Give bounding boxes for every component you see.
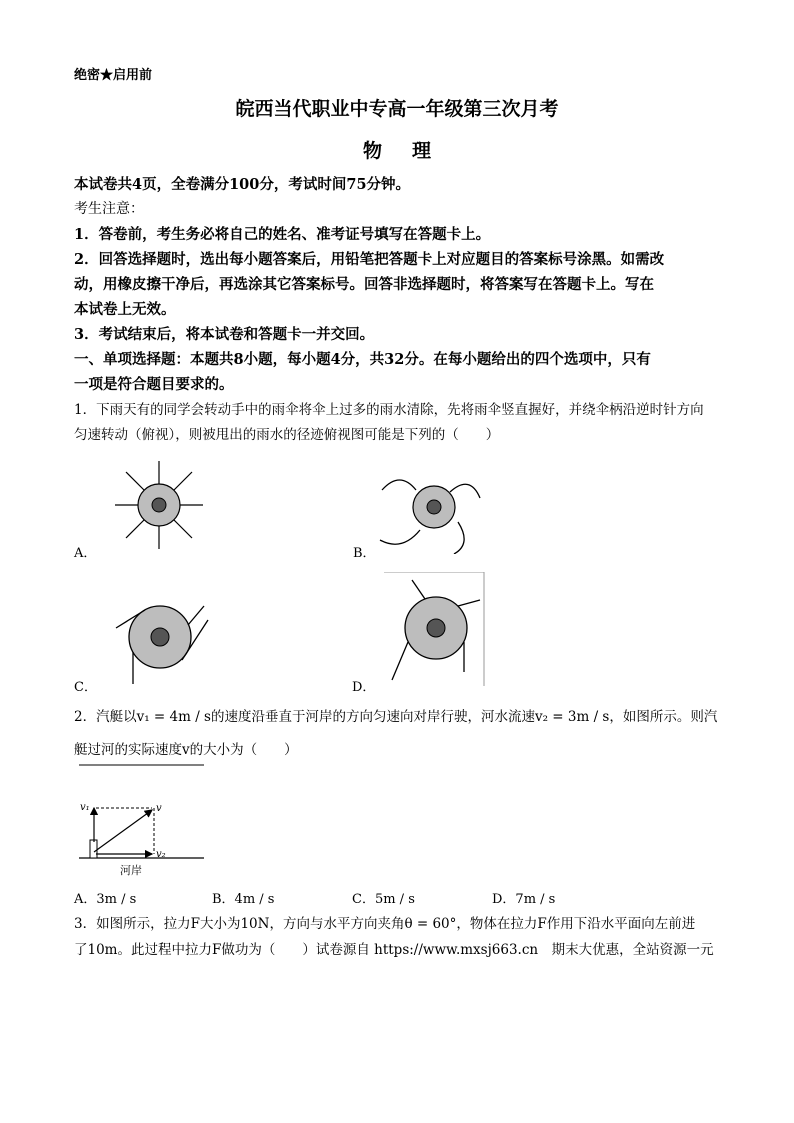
q1-option-c: C． — [74, 680, 97, 695]
exam-title: 皖西当代职业中专高一年级第三次月考 — [235, 98, 559, 120]
q1-option-b: B． — [353, 546, 376, 561]
q1-stem-cont: 匀速转动（俯视），则被甩出的雨水的径迹俯视图可能是下列的（ ） — [74, 427, 500, 443]
boat-icon — [90, 840, 97, 858]
v1-label: v₁ — [80, 802, 90, 813]
handle-icon — [152, 498, 166, 512]
q2-option-d: D．7m / s — [492, 892, 556, 907]
q2-velocity-figure — [74, 762, 208, 880]
note-2-end: 本试卷上无效。 — [74, 301, 176, 318]
q1-figure-d — [382, 572, 486, 688]
exam-info: 本试卷共4页，全卷满分100分，考试时间75分钟。 — [74, 176, 411, 193]
secret-mark: 绝密★启用前 — [74, 68, 153, 83]
section-heading: 一、单项选择题：本题共8小题，每小题4分，共32分。在每小题给出的四个选项中，只有 — [74, 351, 651, 368]
note-2-cont: 动，用橡皮擦干净后，再选涂其它答案标号。回答非选择题时，将答案写在答题卡上。写在 — [74, 276, 654, 293]
q2-stem-cont: 艇过河的实际速度v的大小为（ ） — [74, 742, 298, 758]
q3-stem: 3．如图所示，拉力F大小为10N，方向与水平方向夹角θ = 60°，物体在拉力F作用下沿水平面向左前进 — [74, 916, 696, 932]
bank-label: 河岸 — [120, 864, 142, 877]
subject-title: 物理 — [362, 140, 461, 162]
v2-label: v₂ — [156, 849, 166, 860]
handle-icon — [151, 628, 169, 646]
q1-figure-c — [100, 588, 212, 688]
q2-stem: 2．汽艇以v₁ = 4m / s的速度沿垂直于河岸的方向匀速向对岸行驶，河水流速v₂ = 3m / s，如图所示。则汽 — [74, 709, 718, 725]
q1-option-d: D． — [352, 680, 376, 695]
handle-icon — [427, 619, 445, 637]
v-vector — [94, 810, 152, 852]
q2-option-c: C．5m / s — [352, 892, 415, 907]
q2-option-b: B．4m / s — [212, 892, 275, 907]
note-3: 3．考试结束后，将本试卷和答题卡一并交回。 — [74, 326, 375, 343]
q1-figure-a — [112, 458, 206, 552]
section-heading-cont: 一项是符合题目要求的。 — [74, 376, 234, 393]
q3-stem-cont: 了10m。此过程中拉力F做功为（ ）试卷源自 https://www.mxsj663.cn 期末大优惠，全站资源一元 — [74, 942, 714, 958]
q1-figure-b — [372, 462, 484, 554]
note-2: 2．回答选择题时，选出每小题答案后，用铅笔把答题卡上对应题目的答案标号涂黑。如需改 — [74, 251, 665, 268]
v-label: v — [156, 803, 162, 814]
q1-stem: 1．下雨天有的同学会转动手中的雨伞将伞上过多的雨水清除，先将雨伞竖直握好，并绕伞柄沿逆时针方向 — [74, 402, 704, 418]
handle-icon — [427, 500, 441, 514]
q2-option-a: A．3m / s — [74, 892, 137, 907]
q1-option-a: A． — [74, 546, 97, 561]
notice-title: 考生注意： — [74, 201, 144, 217]
note-1: 1．答卷前，考生务必将自己的姓名、准考证号填写在答题卡上。 — [74, 226, 491, 243]
